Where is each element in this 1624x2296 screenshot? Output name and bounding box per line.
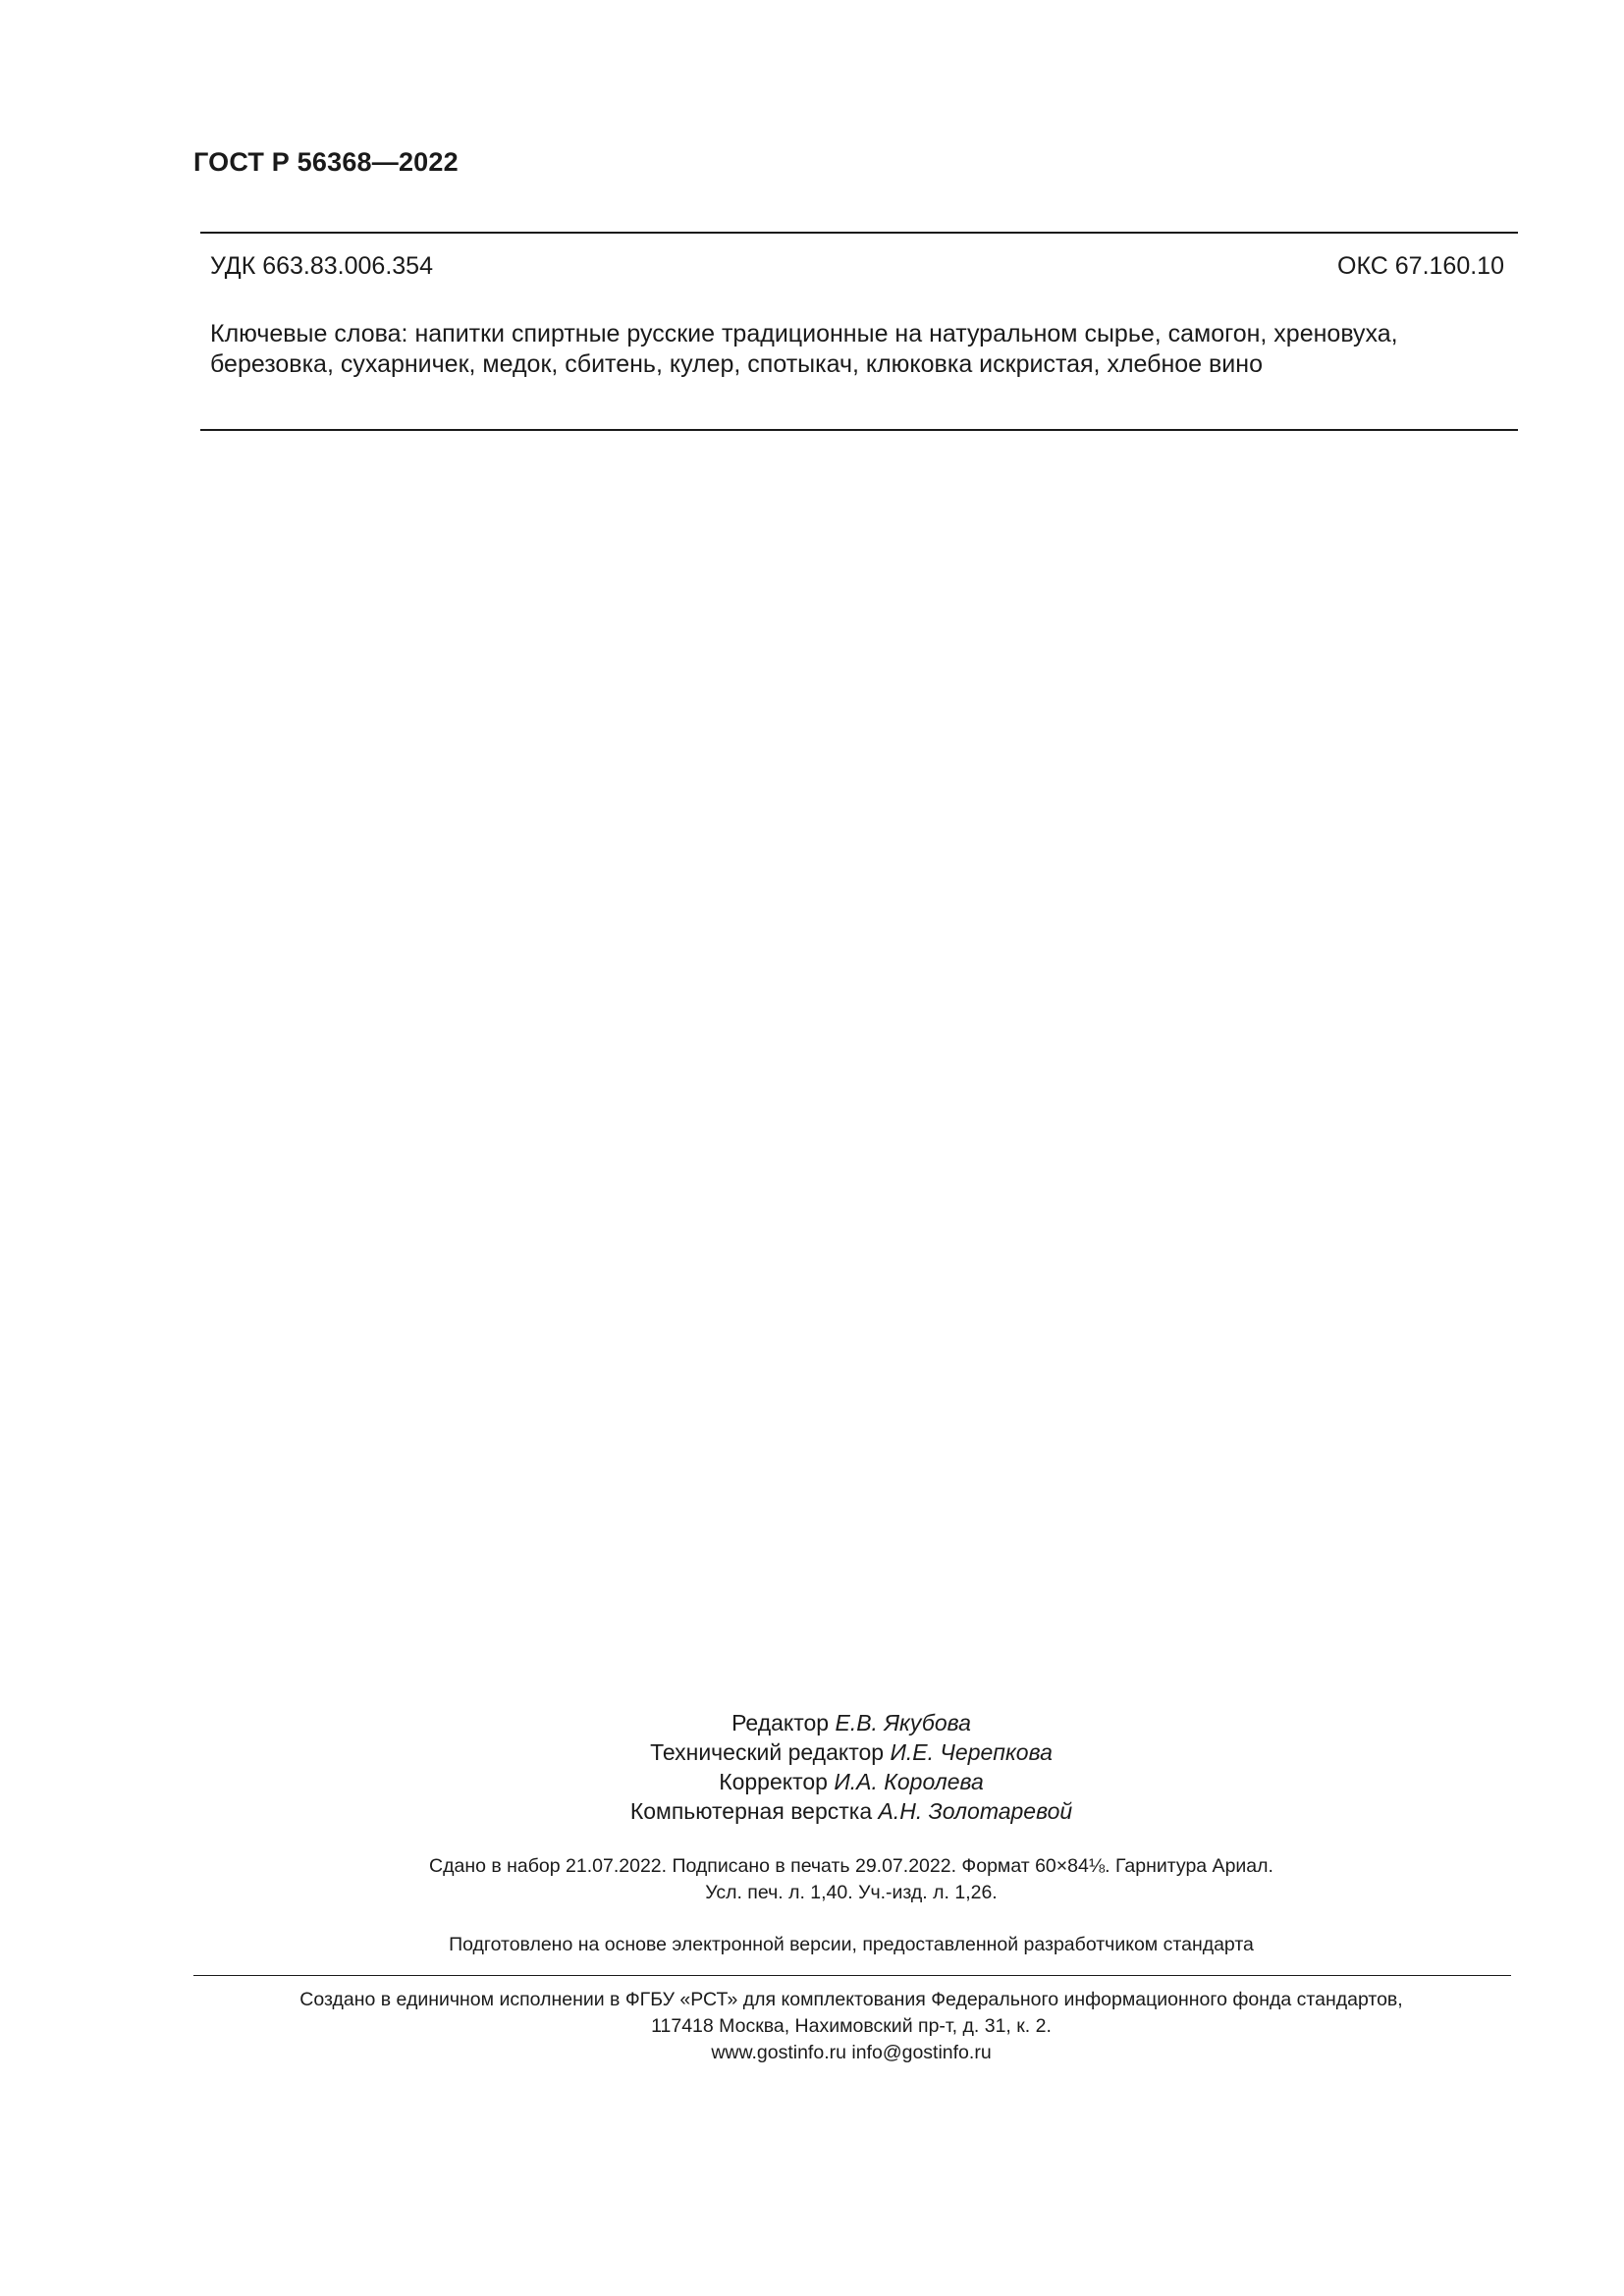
credit-role: Технический редактор (650, 1739, 885, 1765)
credit-role: Корректор (719, 1769, 828, 1794)
top-divider (200, 232, 1518, 234)
footer-divider (193, 1975, 1511, 1976)
credit-name: Е.В. Якубова (835, 1710, 971, 1735)
publisher-line-1: Создано в единичном исполнении в ФГБУ «РСТ» для комплектования Федерального информационного фонда стандартов, (299, 1989, 1403, 2010)
publisher-address: 117418 Москва, Нахимовский пр-т, д. 31, к. 2. (651, 2015, 1052, 2037)
oks-code: ОКС 67.160.10 (1337, 252, 1504, 280)
credit-role: Компьютерная верстка (629, 1798, 873, 1824)
publisher-contacts: www.gostinfo.ru info@gostinfo.ru (711, 2042, 992, 2063)
credit-role: Редактор (731, 1710, 830, 1735)
credit-editor (0, 1708, 1624, 1737)
imprint-line-2: Усл. печ. л. 1,40. Уч.-изд. л. 1,26. (705, 1882, 998, 1903)
credit-tech-editor (0, 1737, 1624, 1767)
keywords-divider (200, 429, 1518, 431)
credit-name: А.Н. Золотаревой (878, 1798, 1073, 1824)
credit-name: И.Е. Черепкова (890, 1739, 1053, 1765)
imprint-line-1: Сдано в набор 21.07.2022. Подписано в печать 29.07.2022. Формат 60×84⅛. Гарнитура Ариал. (429, 1855, 1273, 1877)
imprint-block (0, 1853, 1624, 1906)
credit-proofreader (0, 1767, 1624, 1796)
keywords-paragraph: Ключевые слова: напитки спиртные русские традиционные на натуральном сырье, самогон, хреновуха, березовка, сухарничек, медок, сбитень, кулер, спотыкач, клюковка искристая, хлебное вино (210, 320, 1398, 378)
prepared-note: Подготовлено на основе электронной версии, предоставленной разработчиком стандарта (449, 1934, 1254, 1955)
credit-name: И.А. Королева (834, 1769, 984, 1794)
credit-layout (0, 1796, 1624, 1826)
udk-code: УДК 663.83.006.354 (210, 252, 433, 280)
credits-block (0, 1708, 1624, 1826)
publisher-block (0, 1987, 1624, 2066)
document-number: ГОСТ Р 56368—2022 (193, 147, 459, 177)
